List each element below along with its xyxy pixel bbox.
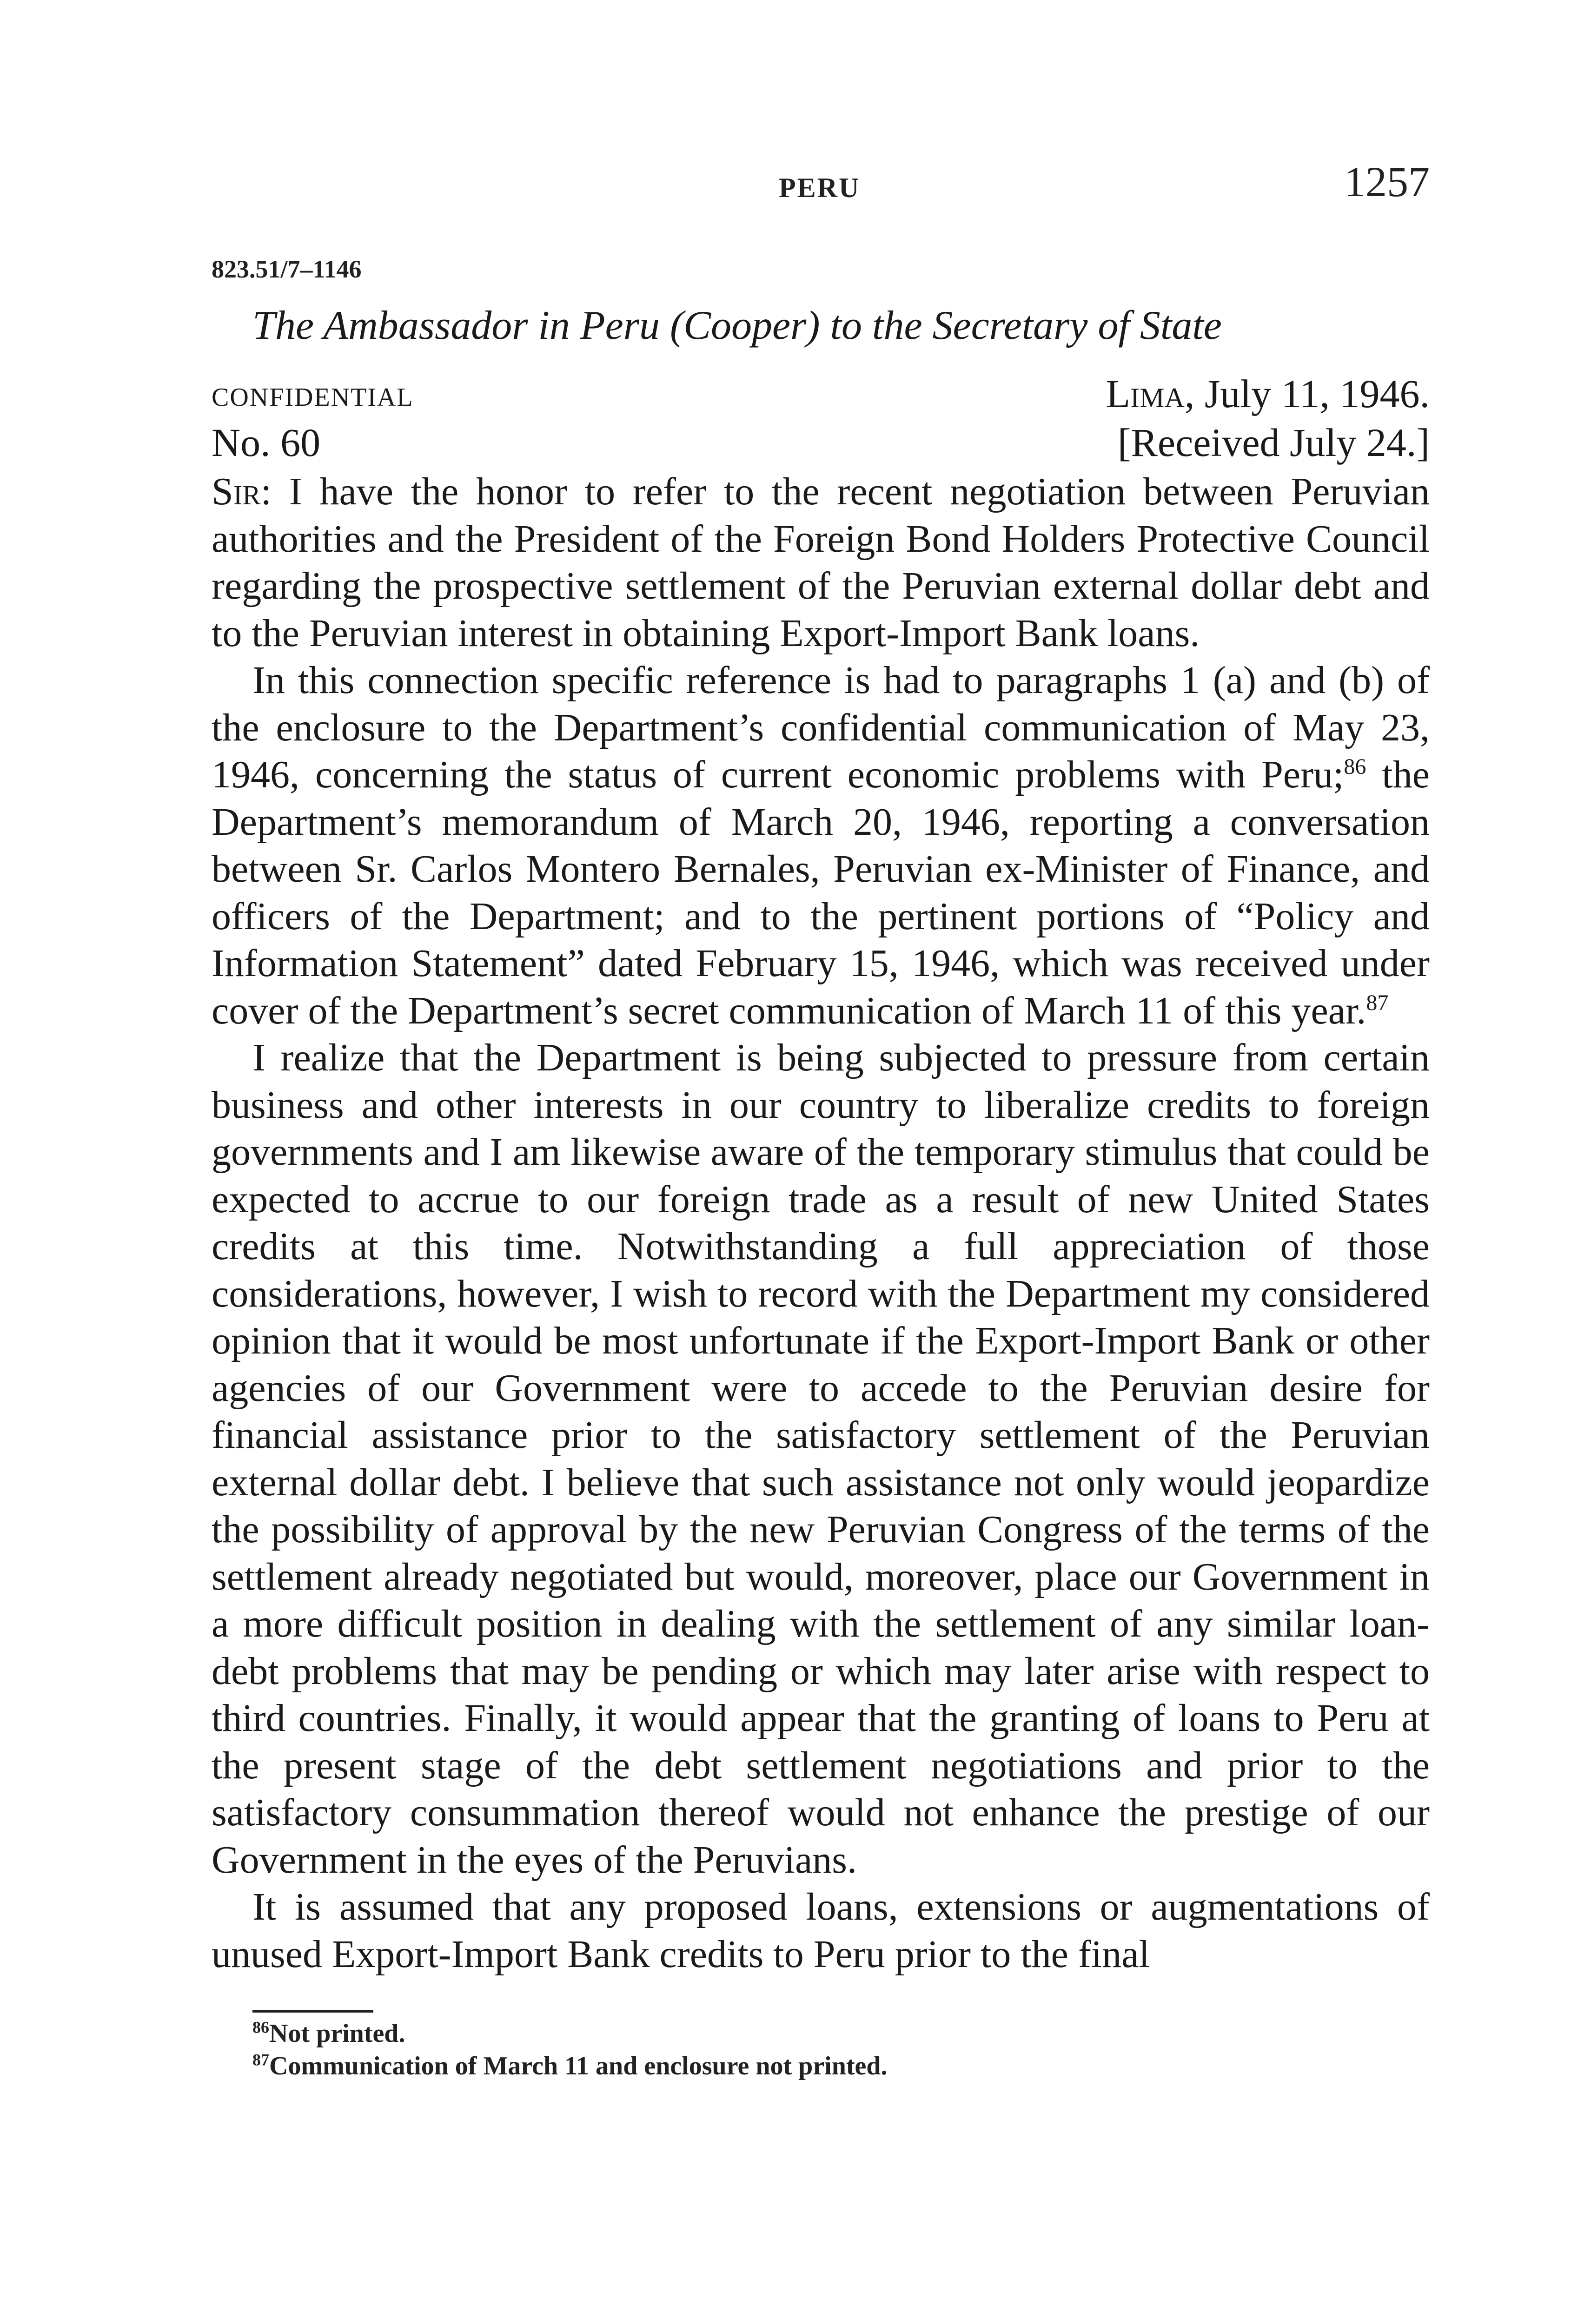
- classification-row: [212, 370, 1430, 419]
- footnote-mark: 87: [252, 2050, 269, 2069]
- dateline: [1106, 370, 1430, 417]
- footnote-ref-86: 86: [1344, 754, 1366, 779]
- footnote-text: Communication of March 11 and enclosure not printed.: [269, 2052, 888, 2080]
- paragraph-1-text: : I have the honor to refer to the recent negotiation between Peruvian authorities and the President of the Foreign Bond Holders Protective Council regarding the prospective settlement of the Peruvian external dollar debt and to the Peruvian interest in obtaining Export-Import Bank loans.: [212, 470, 1430, 655]
- received-date: [Received July 24.]: [1117, 420, 1430, 465]
- paragraph-2a-text: In this connection specific reference is had to paragraphs 1 (a) and (b) of the enclosure to the Department’s confidential communication of May 23, 1946, concerning the status of current economic problems with Peru;: [212, 659, 1430, 796]
- document-number: No. 60: [212, 420, 321, 465]
- paragraph-1: [212, 468, 1430, 657]
- number-row: [212, 419, 1430, 468]
- footnote-ref-87: 87: [1366, 990, 1389, 1015]
- footnote-text: Not printed.: [269, 2019, 405, 2048]
- document-title: The Ambassador in Peru (Cooper) to the Secretary of State: [252, 303, 1222, 348]
- paragraph-3: I realize that the Department is being subjected to pressure from certain business and other interests in our country to liberalize credits to foreign governments and I am likewise aware of the temporary stimulus that could be expected to accrue to our foreign trade as a result of new United States credits at this time. Notwithstanding a full appreciation of those considerations, however, I wish to record with the Department my considered opinion that it would be most unfortunate if the Export-Import Bank or other agencies of our Government were to accede to the Peruvian desire for financial assistance prior to the satisfactory settlement of the Peruvian external dollar debt. I believe that such assistance not only would jeopardize the possibility of approval by the new Peruvian Congress of the terms of the settlement already negotiated but would, moreover, place our Government in a more difficult position in dealing with the settlement of any similar loan-debt problems that may be pending or which may later arise with respect to third countries. Finally, it would appear that the granting of loans to Peru at the present stage of the debt settlement negotiations and prior to the satisfactory consummation thereof would not enhance the prestige of our Government in the eyes of the Peruvians.: [212, 1036, 1430, 1882]
- footnote-rule: [252, 2010, 373, 2013]
- footnote-86: [252, 2017, 1430, 2050]
- document-page: [212, 153, 1430, 2082]
- classification: CONFIDENTIAL: [212, 383, 414, 412]
- paragraph-2: [212, 657, 1430, 1034]
- footnotes: [212, 2010, 1430, 2082]
- footnote-87: [252, 2050, 1430, 2082]
- page-number: 1257: [1344, 158, 1430, 205]
- paragraph-2b-text: the Department’s memorandum of March 20, 1946, reporting a conversation between Sr. Carlos Montero Bernales, Peruvian ex-Minister of Finance, and officers of the Department; and to the pertinent portions of “Policy and Information Statement” dated February 15, 1946, which was received under cover of the Department’s secret communication of March 11 of this year.: [212, 753, 1430, 1032]
- file-number: 823.51/7–1146: [212, 255, 362, 283]
- place: Lima: [1106, 371, 1185, 416]
- running-title: PERU: [779, 172, 861, 203]
- footnote-mark: 86: [252, 2018, 269, 2037]
- salutation: Sir: [212, 470, 261, 513]
- date: , July 11, 1946.: [1184, 371, 1430, 416]
- running-head: [212, 153, 1430, 205]
- letter-body: [212, 468, 1430, 1978]
- paragraph-4: It is assumed that any proposed loans, extensions or augmentations of unused Export-Import Bank credits to Peru prior to the final: [212, 1885, 1430, 1976]
